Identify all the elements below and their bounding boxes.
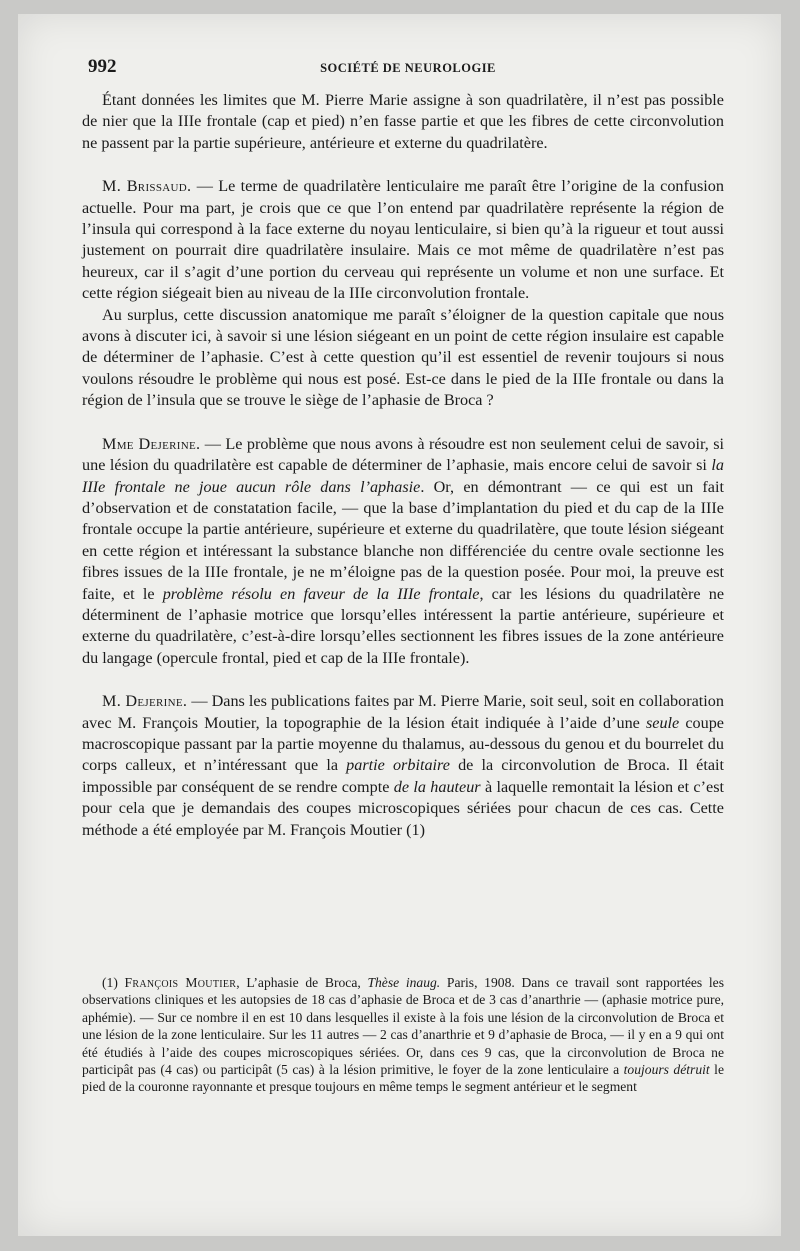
body-text [82, 90, 724, 841]
speaker-name: M. Brissaud. [102, 177, 192, 196]
footnote-1: (1) François Moutier, L’aphasie de Broca, Thèse inaug. Paris, 1908. Dans ce travail sont rapportées les observations cliniques et les autopsies de 18 cas d’aphasie de Broca et de 3 cas d’anarthrie — (aphasie motrice pure, aphémie). — Sur ce nombre il en est 10 dans lesquelles il existe à la fois une lésion de la circonvolution de Broca et une lésion de la zone lenticulaire. Sur les 11 autres — 2 cas d’anarthrie et 9 d’aphasie de Broca, — il y en a 9 qui ont été étudiés à l’aide des coupes microscopiques sériées. Or, dans ces 9 cas, que la circonvolution de Broca ne participât pas (4 cas) ou participât (5 cas) à la lésion primitive, le foyer de la zone lenticulaire a toujours détruit le pied de la couronne rayonnante et presque toujours en même temps le segment antérieur et le segment [82, 975, 725, 1095]
footnote-author: François Moutier [124, 975, 237, 990]
paragraph-1: Étant données les limites que M. Pierre Marie assigne à son quadrilatère, il n’est pas possible de nier que la IIIe frontale (cap et pied) n’en fasse partie et que les fibres de cette circonvolution ne passent par la partie supérieure, antérieure et externe du quadrilatère. [82, 91, 724, 152]
speaker-name: Mme Dejerine. [102, 434, 201, 453]
book-page [18, 14, 781, 1236]
footnote [82, 974, 724, 1096]
paragraph-m-dejerine: M. Dejerine. — Dans les publications faites par M. Pierre Marie, soit seul, soit en collaboration avec M. François Moutier, la topographie de la lésion était indiquée à l’aide d’une seule coupe macroscopique passant par la partie moyenne du thalamus, au-dessous du genou et du bourrelet du corps calleux, et n’intéressant que la partie orbitaire de la circonvolution de Broca. Il était impossible par conséquent de se rendre compte de la hauteur à laquelle remontait la lésion et c’est pour cela que je demandais des coupes microscopiques sériées pour chacun de ces cas. Cette méthode a été employée par M. François Moutier (1) [82, 692, 725, 839]
page-header [88, 56, 728, 82]
paragraph-3: Au surplus, cette discussion anatomique me paraît s’éloigner de la question capitale que nous avons à discuter ici, à savoir si une lésion siégeant en un point de cette région insulaire est capable de déterminer de l’aphasie. C’est à cette question qu’il est essentiel de revenir toujours si nous voulons résoudre le problème qui nous est posé. Est-ce dans le pied de la IIIe frontale ou dans la région de l’insula que se trouve le siège de l’aphasie de Broca ? [82, 305, 724, 410]
paragraph-mme-dejerine: Mme Dejerine. — Le problème que nous avons à résoudre est non seulement celui de savoir, si une lésion du quadrilatère est capable de déterminer de l’aphasie, mais encore celui de savoir si la IIIe frontale ne joue aucun rôle dans l’aphasie. Or, en démontrant — ce qui est un fait d’observation et de constatation facile, — que la base d’implantation du pied et du cap de la IIIe frontale occupe la partie antérieure, supérieure et externe du quadrilatère, que toute lésion siégeant en cette région et intéressant la substance blanche non différenciée du centre ovale sectionne les fibres issues de la IIIe frontale, je ne m’éloigne pas de la question posée. Pour moi, la preuve est faite, et le problème résolu en faveur de la IIIe frontale, car les lésions du quadrilatère ne déterminent de l’aphasie motrice que lorsqu’elles intéressent la partie antérieure, supérieure et externe du quadrilatère, c’est-à-dire lorsqu’elles sectionnent les fibres issues de la zone antérieure du langage (opercule frontal, pied et cap de la IIIe frontale). [82, 434, 725, 667]
running-head: SOCIÉTÉ DE NEUROLOGIE [320, 61, 496, 75]
page-number: 992 [88, 56, 117, 77]
paragraph-brissaud: M. Brissaud. — Le terme de quadrilatère lenticulaire me paraît être l’origine de la confusion actuelle. Pour ma part, je crois que ce que l’on entend par quadrilatère représente la région de l’insula qui correspond à la face externe du noyau lenticulaire, si bien qu’à la rigueur et tout aussi justement on pourrait dire quadrilatère insulaire. Mais ce mot même de quadrilatère n’est pas heureux, car il s’agit d’une portion du cerveau qui représente un volume et non une surface. Et cette région siégeait bien au niveau de la IIIe circonvolution frontale. [82, 177, 724, 303]
speaker-name: M. Dejerine. [102, 692, 188, 711]
